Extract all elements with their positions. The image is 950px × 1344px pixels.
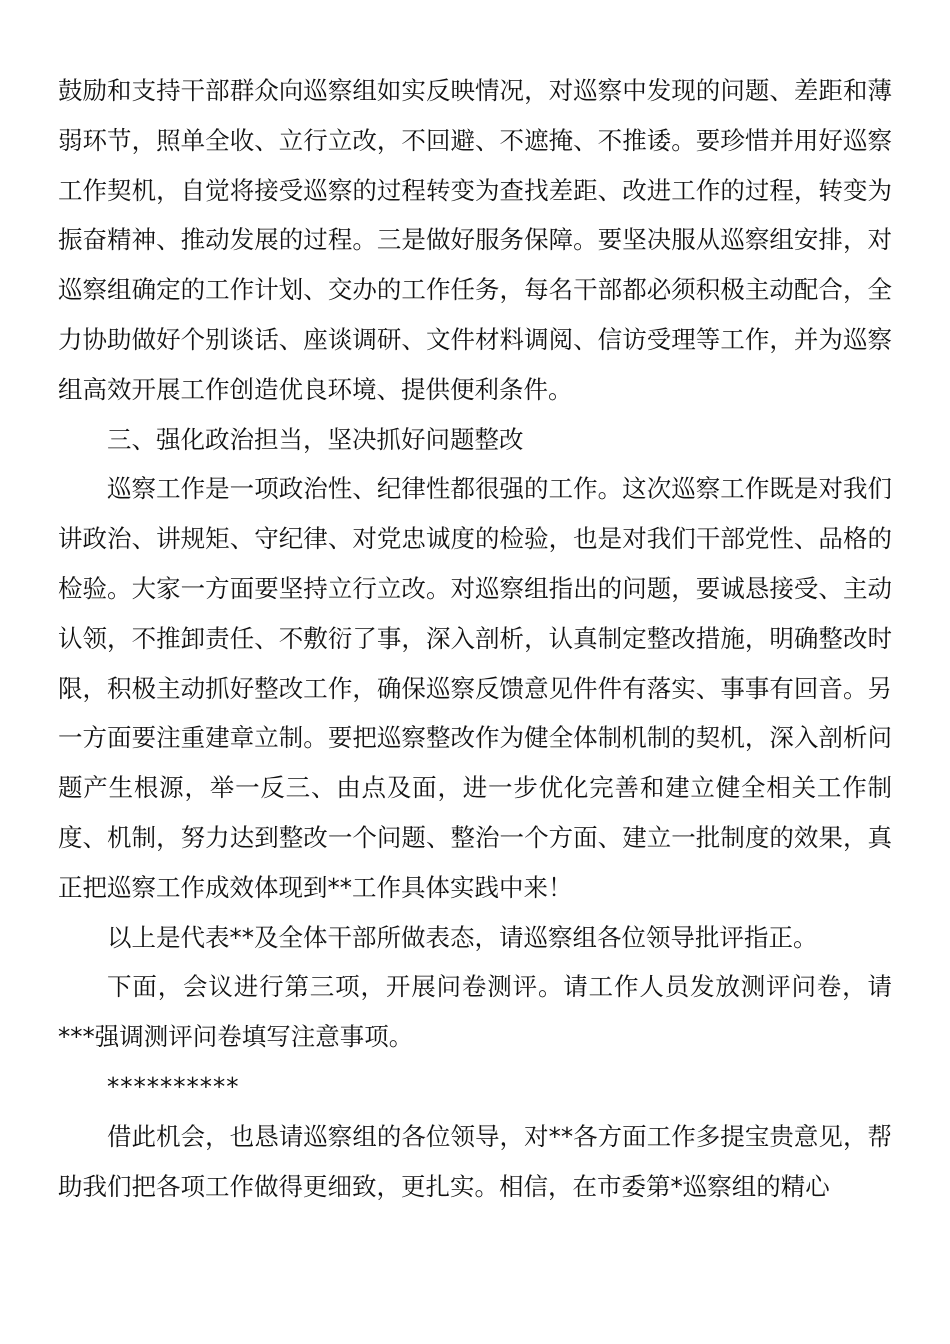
paragraph-closing: 借此机会，也恳请巡察组的各位领导，对**各方面工作多提宝贵意见，帮助我们把各项工作做得更细致，更扎实。相信，在市委第*巡察组的精心 (58, 1121, 892, 1201)
paragraph-body: 巡察工作是一项政治性、纪律性都很强的工作。这次巡察工作既是对我们讲政治、讲规矩、守纪律、对党忠诚度的检验，也是对我们干部党性、品格的检验。大家一方面要坚持立行立改。对巡察组指出的问题，要诚恳接受、主动认领，不推卸责任、不敷衍了事，深入剖析，认真制定整改措施，明确整改时限，积极主动抓好整改工作，确保巡察反馈意见件件有落实、事事有回音。另一方面要注重建章立制。要把巡察整改作为健全体制机制的契机，深入剖析问题产生根源，举一反三、由点及面，进一步优化完善和建立健全相关工作制度、机制，努力达到整改一个问题、整治一个方面、建立一批制度的效果，真正把巡察工作成效体现到**工作具体实践中来！ (58, 474, 892, 902)
section-heading: 三、强化政治担当，坚决抓好问题整改 (107, 424, 524, 454)
paragraph-continuation: 鼓励和支持干部群众向巡察组如实反映情况，对巡察中发现的问题、差距和薄弱环节，照单全收、立行立改，不回避、不遮掩、不推诿。要珍惜并用好巡察工作契机，自觉将接受巡察的过程转变为查找差距、改进工作的过程，转变为振奋精神、推动发展的过程。三是做好服务保障。要坚决服从巡察组安排，对巡察组确定的工作计划、交办的工作任务，每名干部都必须积极主动配合，全力协助做好个别谈话、座谈调研、文件材料调阅、信访受理等工作，并为巡察组高效开展工作创造优良环境、提供便利条件。 (58, 76, 892, 404)
paragraph-statement: 以上是代表**及全体干部所做表态，请巡察组各位领导批评指正。 (107, 922, 818, 952)
document-body (58, 66, 892, 1211)
separator-stars: ********** (107, 1071, 240, 1101)
paragraph-agenda: 下面，会议进行第三项，开展问卷测评。请工作人员发放测评问卷，请***强调测评问卷填写注意事项。 (58, 972, 892, 1052)
